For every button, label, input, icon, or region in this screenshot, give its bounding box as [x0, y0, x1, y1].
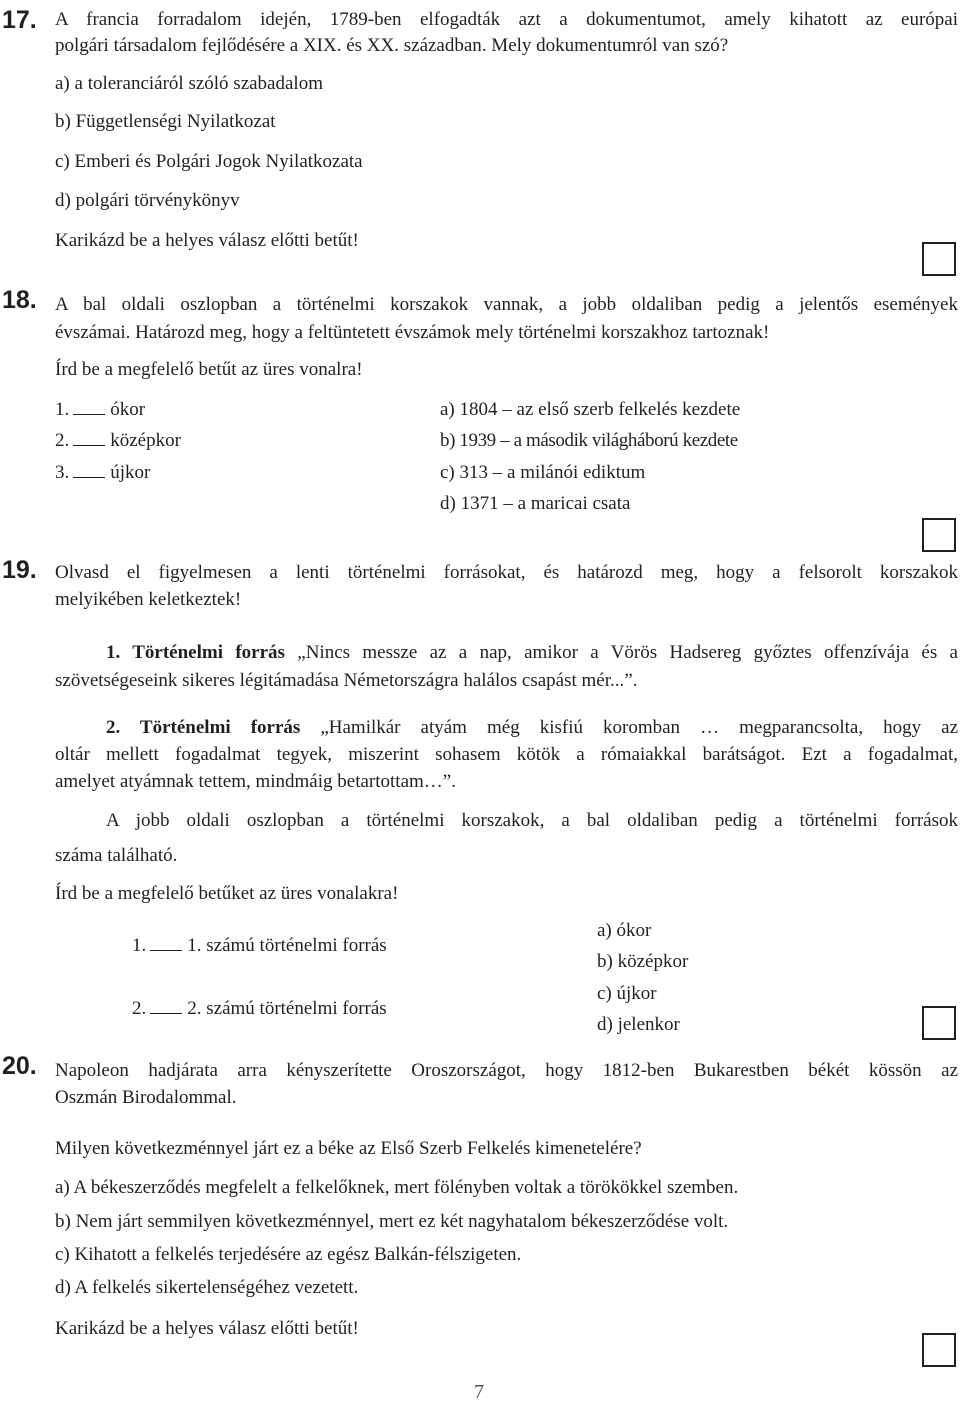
q17-score-box[interactable]: [922, 242, 956, 276]
q19-left-label: 2. számú történelmi forrás: [187, 998, 387, 1019]
q19-source-2-line-3: amelyet atyámnak tettem, mindmáig betartottam…”.: [55, 771, 456, 792]
q17-option-a[interactable]: a) a toleranciáról szóló szabadalom: [55, 73, 323, 94]
q20-option-c[interactable]: c) Kihatott a felkelés terjedésére az egész Balkán-félszigeten.: [55, 1244, 522, 1265]
source-2-quote: „Hamilkár atyám még kisfiú koromban … megparancsolta, hogy az: [320, 717, 958, 738]
q18-left-item-3: [55, 461, 150, 485]
q19-score-box[interactable]: [922, 1006, 956, 1040]
q19-source-1-line-1: [106, 641, 958, 665]
q18-left-item-1: [55, 398, 145, 422]
q20-question: Milyen következménnyel járt ez a béke az Első Szerb Felkelés kimenetelére?: [55, 1138, 642, 1159]
q17-text-line-2: polgári társadalom fejlődésére a XIX. és XX. században. Mely dokumentumról van szó?: [55, 35, 729, 56]
q20-text-line-2: Oszmán Birodalommal.: [55, 1087, 237, 1108]
q19-paragraph-line-1: A jobb oldali oszlopban a történelmi korszakok, a bal oldaliban pedig a történelmi források: [106, 810, 958, 831]
q18-instruction: Írd be a megfelelő betűt az üres vonalra!: [55, 359, 363, 380]
q19-paragraph-line-2: száma található.: [55, 845, 178, 866]
q20-score-box[interactable]: [922, 1333, 956, 1367]
q17-option-b[interactable]: b) Függetlenségi Nyilatkozat: [55, 111, 276, 132]
q17-instruction: Karikázd be a helyes válasz előtti betűt!: [55, 230, 359, 251]
answer-blank[interactable]: [73, 430, 105, 446]
q19-left-item-1: [132, 934, 387, 958]
answer-blank[interactable]: [150, 998, 182, 1014]
q20-instruction: Karikázd be a helyes válasz előtti betűt!: [55, 1318, 359, 1339]
q20-option-d[interactable]: d) A felkelés sikertelenségéhez vezetett.: [55, 1277, 359, 1298]
q18-left-label: ókor: [110, 399, 146, 420]
q18-score-box[interactable]: [922, 518, 956, 552]
q19-left-number: 1.: [132, 935, 147, 956]
q18-text-line-2: évszámai. Határozd meg, hogy a feltüntetett évszámok mely történelmi korszakhoz tartoznak!: [55, 322, 770, 343]
q18-left-number: 2.: [55, 430, 70, 451]
answer-blank[interactable]: [73, 399, 105, 415]
question-number-18: 18.: [2, 286, 37, 314]
q20-text-line-1: Napoleon hadjárata arra kényszerítette Oroszországot, hogy 1812-ben Bukarestben békét kössön az: [55, 1060, 958, 1081]
source-2-label: 2. Történelmi forrás: [106, 717, 301, 738]
q18-left-label: középkor: [110, 430, 181, 451]
source-1-quote: „Nincs messze az a nap, amikor a Vörös Hadsereg győztes offenzívája és a: [297, 642, 958, 663]
source-1-label: 1. Történelmi forrás: [106, 642, 285, 663]
page-number: 7: [474, 1381, 484, 1403]
q19-left-number: 2.: [132, 998, 147, 1019]
q18-right-item-a: a) 1804 – az első szerb felkelés kezdete: [440, 399, 741, 420]
question-number-17: 17.: [2, 6, 37, 34]
q19-right-item-a: a) ókor: [597, 920, 652, 941]
q19-right-item-c: c) újkor: [597, 983, 657, 1004]
q19-right-item-b: b) középkor: [597, 951, 689, 972]
q20-option-b[interactable]: b) Nem járt semmilyen következménnyel, mert ez két nagyhatalom békeszerződése volt.: [55, 1211, 729, 1232]
q18-right-item-b: b) 1939 – a második világháború kezdete: [440, 430, 738, 451]
q18-left-item-2: [55, 429, 181, 453]
q18-left-number: 1.: [55, 399, 70, 420]
q19-left-item-2: [132, 997, 387, 1021]
q19-source-2-line-2: oltár mellett fogadalmat tegyek, miszerint sohasem kötök a rómaiakkal barátságot. Ezt a fogadalmat,: [55, 744, 958, 765]
q19-left-label: 1. számú történelmi forrás: [187, 935, 387, 956]
question-number-20: 20.: [2, 1052, 37, 1080]
q20-option-a[interactable]: a) A békeszerződés megfelelt a felkelőknek, mert fölényben voltak a törökökkel szemben.: [55, 1177, 739, 1198]
q18-text-line-1: A bal oldali oszlopban a történelmi korszakok vannak, a jobb oldaliban pedig a jelentős események: [55, 294, 958, 315]
q19-instruction: Írd be a megfelelő betűket az üres vonalakra!: [55, 883, 399, 904]
q18-left-label: újkor: [110, 462, 151, 483]
q19-text-line-2: melyikében keletkeztek!: [55, 589, 242, 610]
q17-option-c[interactable]: c) Emberi és Polgári Jogok Nyilatkozata: [55, 151, 363, 172]
q19-text-line-1: Olvasd el figyelmesen a lenti történelmi forrásokat, és határozd meg, hogy a felsorolt korszakok: [55, 562, 958, 583]
q19-right-item-d: d) jelenkor: [597, 1014, 680, 1035]
q19-source-2-line-1: [106, 716, 958, 740]
question-number-19: 19.: [2, 556, 37, 584]
q18-right-item-c: c) 313 – a milánói ediktum: [440, 462, 646, 483]
answer-blank[interactable]: [150, 935, 182, 951]
q18-left-number: 3.: [55, 462, 70, 483]
q18-right-item-d: d) 1371 – a maricai csata: [440, 493, 631, 514]
q19-source-1-line-2: szövetségeseink sikeres légitámadása Németországra halálos csapást mér...”.: [55, 670, 638, 691]
q17-text-line-1: A francia forradalom idején, 1789-ben elfogadták azt a dokumentumot, amely kihatott az európai: [55, 9, 958, 30]
q17-option-d[interactable]: d) polgári törvénykönyv: [55, 190, 240, 211]
answer-blank[interactable]: [73, 462, 105, 478]
